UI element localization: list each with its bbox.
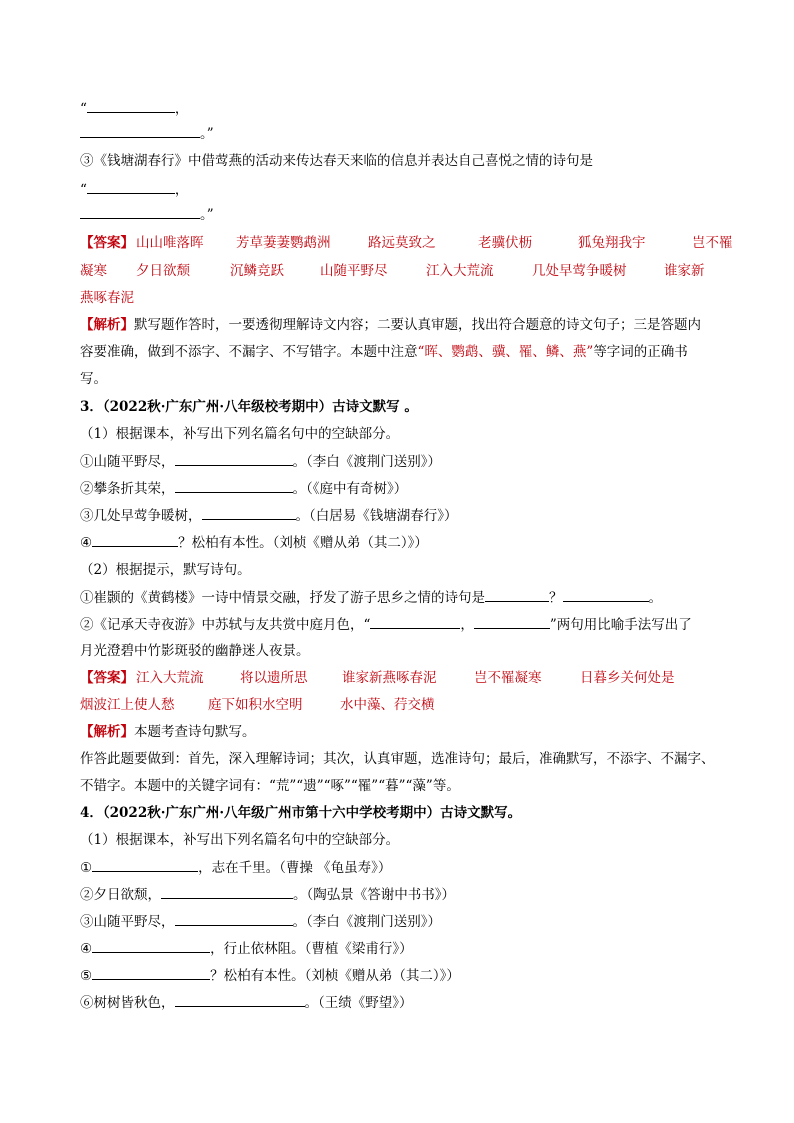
line-suffix: ”两句用比喻手法写出了 <box>549 617 692 633</box>
answer-item: 岂不罹 <box>692 235 733 251</box>
answer-blank[interactable] <box>80 205 200 219</box>
analysis-label: 【解析】 <box>80 317 134 333</box>
fill-line <box>80 966 460 985</box>
fill-line <box>80 479 407 498</box>
answer-item: 谁家新燕啄春泥 <box>342 670 437 686</box>
line-suffix: 。（王绩《野望》） <box>304 995 413 1011</box>
line-suffix: ？松柏有本性。（刘桢《赠从弟（其二）》） <box>210 968 460 984</box>
line-prefix: ⑤ <box>80 968 93 984</box>
answer-item: 山随平野尽 <box>320 263 388 279</box>
line-suffix: 。（李白《渡荆门送别》） <box>292 914 441 930</box>
answer-item: 山山唯落晖 <box>136 235 204 251</box>
fill-line <box>80 506 458 525</box>
line-suffix: 。（李白《渡荆门送别》） <box>292 454 441 470</box>
answer-item: 几处早莺争暖树 <box>532 263 627 279</box>
answer-blank[interactable] <box>175 479 293 493</box>
question-text: 月光澄碧中竹影斑驳的幽静迷人夜景。 <box>80 643 310 659</box>
fill-line <box>80 180 188 199</box>
fill-line <box>80 588 662 607</box>
answer-blank[interactable] <box>92 939 210 953</box>
answer-blank[interactable] <box>370 615 460 629</box>
analysis-line <box>80 343 688 361</box>
question-part: （2）根据提示，默写诗句。 <box>80 562 251 578</box>
answer-item: 岂不罹凝寒 <box>474 670 542 686</box>
answer-blank[interactable] <box>485 588 549 602</box>
analysis-text: 写。 <box>80 371 107 387</box>
answer-blank[interactable] <box>202 506 296 520</box>
line-prefix: ③几处早莺争暖树， <box>80 508 202 524</box>
punctuation: 。” <box>200 207 214 223</box>
line-prefix: ①崔颢的《黄鹤楼》一诗中情景交融，抒发了游子思乡之情的诗句是 <box>80 590 485 606</box>
answer-blank[interactable] <box>175 452 293 466</box>
line-suffix: ？松柏有本性。（刘桢《赠从弟（其二）》） <box>178 535 428 551</box>
answer-item: 夕日欲颓 <box>136 263 190 279</box>
answer-blank[interactable] <box>474 615 550 629</box>
answer-blank[interactable] <box>80 124 200 138</box>
analysis-label: 【解析】 <box>80 724 134 740</box>
answer-item: 老骥伏枥 <box>478 235 532 251</box>
answer-blank[interactable] <box>563 588 649 602</box>
fill-line <box>80 885 455 904</box>
line-suffix: ，志在千里。（曹操 《龟虽寿》） <box>198 860 392 876</box>
answer-blank[interactable] <box>87 99 175 113</box>
fill-line <box>80 205 214 224</box>
answer-item: 烟波江上使人愁 <box>80 697 175 713</box>
analysis-line <box>80 723 256 741</box>
answer-item: 将以遗所思 <box>240 670 308 686</box>
answer-blank[interactable] <box>87 180 175 194</box>
fill-line <box>80 452 441 471</box>
answer-blank[interactable] <box>175 912 293 926</box>
fill-line <box>80 533 428 552</box>
answer-item: 凝寒 <box>80 263 107 279</box>
answer-blank[interactable] <box>92 966 210 980</box>
answer-item: 芳草萋萋鹦鹉洲 <box>236 235 331 251</box>
analysis-text: 容要准确，做到不添字、不漏字、不写错字。本题中注意 <box>80 344 418 360</box>
answer-blank[interactable] <box>161 885 293 899</box>
answer-blank[interactable] <box>175 993 305 1007</box>
line-prefix: ①山随平野尽， <box>80 454 175 470</box>
fill-line <box>80 615 692 634</box>
question-title: 3．（2022秋·广东广州·八年级校考期中）古诗文默写 。 <box>80 399 418 415</box>
answer-item: 江入大荒流 <box>136 670 204 686</box>
line-prefix: ②攀条折其荣， <box>80 481 175 497</box>
fill-line <box>80 993 413 1012</box>
answer-item: 庭下如积水空明 <box>208 697 303 713</box>
line-suffix: 。（白居易《钱塘湖春行》） <box>295 508 458 524</box>
fill-line <box>80 99 188 118</box>
answer-item: 路远莫致之 <box>368 235 436 251</box>
answer-item: 江入大荒流 <box>426 263 494 279</box>
punctuation: ？ <box>549 590 563 606</box>
answer-blank[interactable] <box>92 533 178 547</box>
analysis-text: 作答此题要做到：首先，深入理解诗词；其次，认真审题，选准诗句；最后，准确默写，不添字、不漏字、 <box>80 751 715 767</box>
fill-line <box>80 124 214 143</box>
question-item: ③《钱塘湖春行》中借莺燕的活动来传达春天来临的信息并表达自己喜悦之情的诗句是 <box>80 153 593 169</box>
answer-item: 水中藻、荇交横 <box>340 697 435 713</box>
answer-item: 日暮乡关何处是 <box>580 670 675 686</box>
question-part: （1）根据课本，补写出下列名篇名句中的空缺部分。 <box>80 426 400 442</box>
punctuation: ， <box>174 101 189 117</box>
answer-blank[interactable] <box>92 858 198 872</box>
punctuation: ， <box>174 182 189 198</box>
answer-label: 【答案】 <box>80 670 134 686</box>
fill-line <box>80 858 391 877</box>
line-prefix: ④ <box>80 535 93 551</box>
quote-mark: “ <box>80 101 87 117</box>
line-prefix: ②夕日欲颓， <box>80 887 161 903</box>
analysis-text: 默写题作答时，一要透彻理解诗文内容；二要认真审题，找出符合题意的诗文句子；三是答题内 <box>134 317 701 333</box>
key-characters: “晖、鹦鹉、骥、罹、鳞、燕” <box>417 344 594 360</box>
line-prefix: ⑥树树皆秋色， <box>80 995 175 1011</box>
question-part: （1）根据课本，补写出下列名篇名句中的空缺部分。 <box>80 832 400 848</box>
line-prefix: ④ <box>80 941 93 957</box>
analysis-text: 不错字。本题中的关键字词有：“荒”“遗”“啄”“罹”“暮”“藻”等。 <box>80 778 460 794</box>
analysis-line <box>80 316 701 334</box>
question-title: 4．（2022秋·广东广州·八年级广州市第十六中学校考期中）古诗文默写。 <box>80 805 522 821</box>
line-prefix: ③山随平野尽， <box>80 914 175 930</box>
analysis-text: 本题考查诗句默写。 <box>134 724 256 740</box>
line-suffix: 。（《庭中有奇树》） <box>292 481 408 497</box>
line-prefix: ②《记承天寺夜游》中苏轼与友共赏中庭月色，“ <box>80 617 371 633</box>
fill-line <box>80 939 413 958</box>
quote-mark: “ <box>80 182 87 198</box>
answer-item: 燕啄春泥 <box>80 290 134 306</box>
punctuation: 。 <box>648 590 662 606</box>
fill-line <box>80 912 441 931</box>
answer-item: 谁家新 <box>664 263 705 279</box>
line-suffix: ，行止依林阻。（曹植《梁甫行》） <box>210 941 413 957</box>
answer-item: 狐兔翔我宇 <box>578 235 646 251</box>
answer-item: 沉鳞竞跃 <box>230 263 284 279</box>
punctuation: 。” <box>200 126 214 142</box>
line-prefix: ① <box>80 860 93 876</box>
punctuation: ， <box>460 617 474 633</box>
analysis-text: 等字词的正确书 <box>593 344 688 360</box>
line-suffix: 。（陶弘景《答谢中书书》） <box>293 887 455 903</box>
answer-label: 【答案】 <box>80 235 134 251</box>
